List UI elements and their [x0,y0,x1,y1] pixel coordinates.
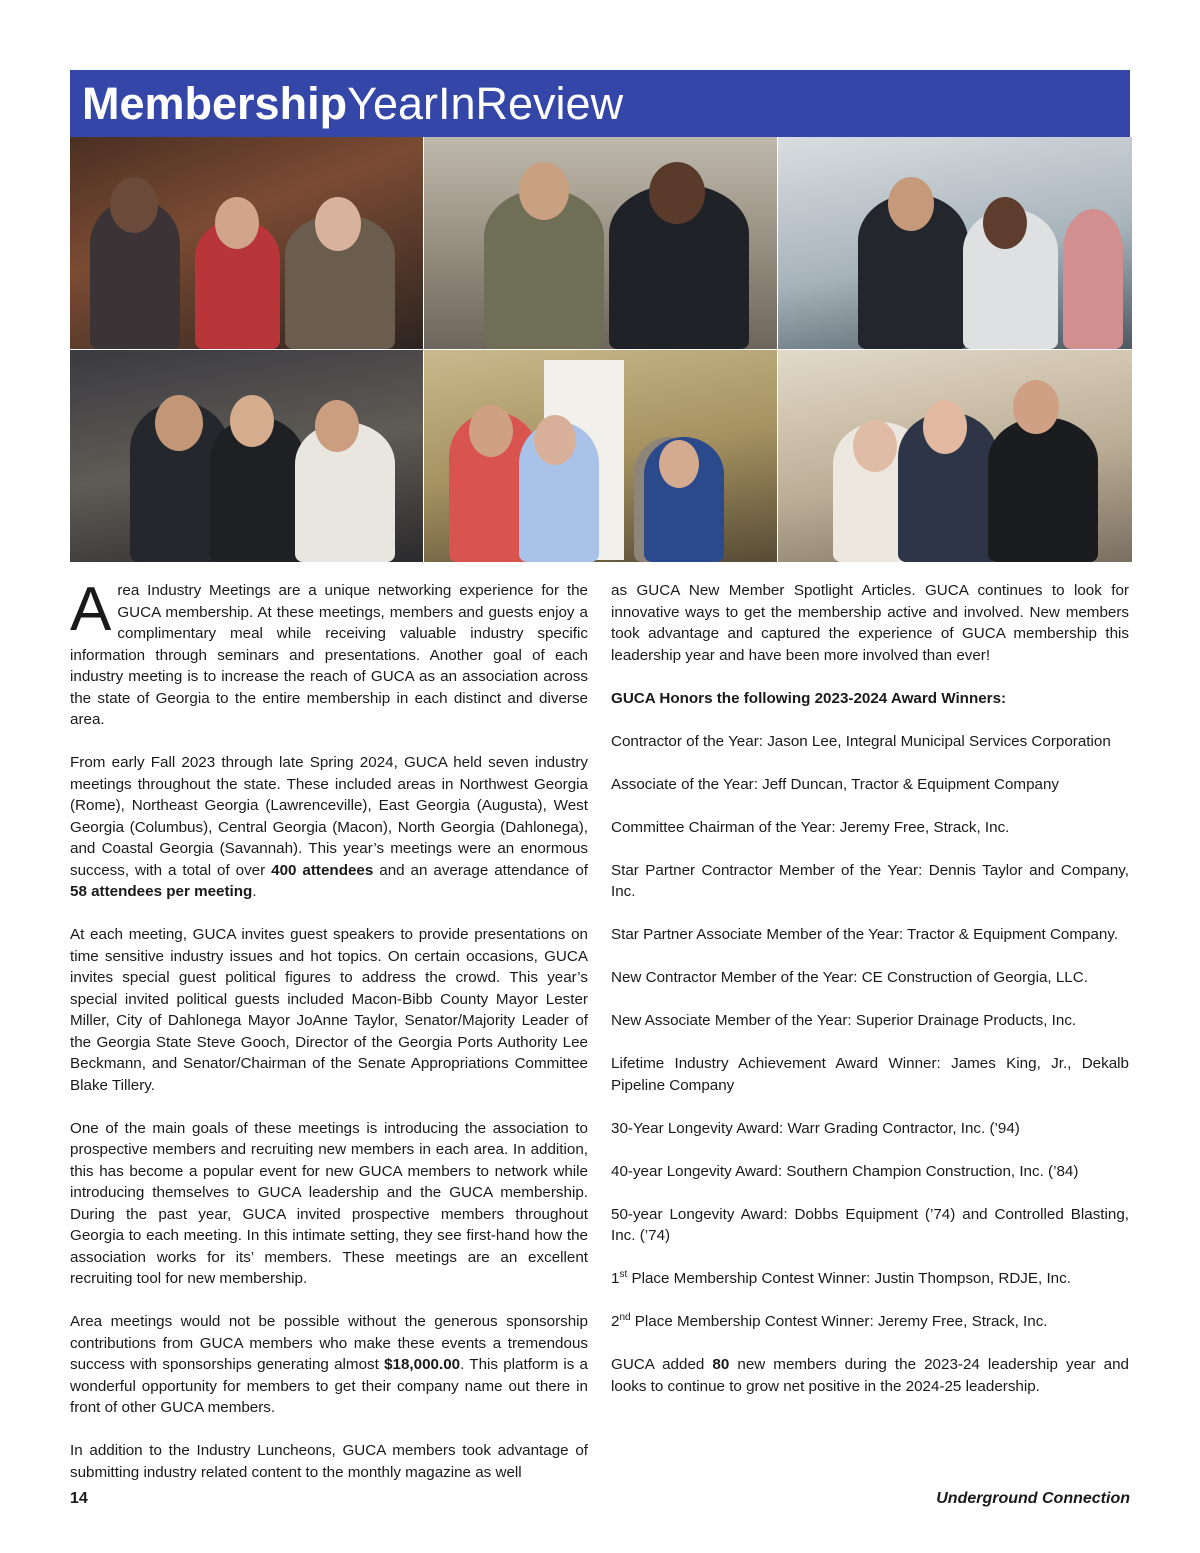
meetings-text-b: and an average attendance of [373,861,588,879]
right-column [611,580,1129,1419]
award-item: Associate of the Year: Jeff Duncan, Tractor & Equipment Company [611,775,1059,793]
closing-text-b: new members during the 2023-24 leadership year and looks to continue to grow net positive in the 2024-25 leadership. [611,1356,1129,1395]
photo-meeting-6 [778,350,1132,562]
award-item: New Associate Member of the Year: Superior Drainage Products, Inc. [611,1012,1077,1029]
meetings-paragraph [70,752,588,903]
award-item: 50-year Longevity Award: Dobbs Equipment (’74) and Controlled Blasting, Inc. (’74) [611,1205,1129,1244]
page-title-banner [70,70,1130,137]
sponsorship-text-a: Area meetings would not be possible without the generous sponsorship contributions from GUCA members who make these events a tremendous success with sponsorships generating almost [70,1313,588,1373]
photo-meeting-1 [70,137,423,349]
award-item: Star Partner Associate Member of the Year: Tractor & Equipment Company. [611,926,1119,943]
sponsorship-text-b: . This platform is a wonderful opportunity for members to get their company name out there in front of other GUCA members. [70,1356,588,1416]
award-item: New Contractor Member of the Year: CE Construction of Georgia, LLC. [611,969,1088,986]
magazine-paragraph: In addition to the Industry Luncheons, GUCA members took advantage of submitting industry related content to the monthly magazine as well [70,1442,588,1481]
recruiting-paragraph: One of the main goals of these meetings is introducing the association to prospective members and recruiting new members in each area. In addition, this has become a popular event for new GUCA members to network while introducing themselves to GUCA leadership and the GUCA membership. During the past year, GUCA invited prospective members throughout Georgia to each meeting. In this intimate setting, they see first-hand how the association works for its’ members. These meetings are an excellent recruiting tool for new membership. [70,1119,588,1287]
magazine-name: Underground Connection [936,1490,1130,1507]
awards-heading [611,688,1129,710]
contest2-number: 2 [611,1313,620,1330]
contest1-text: Place Membership Contest Winner: Justin Thompson, RDJE, Inc. [627,1270,1071,1287]
closing-paragraph [611,1354,1129,1397]
attendees-average: 58 attendees per meeting [70,883,253,900]
new-members-count: 80 [712,1356,730,1373]
award-item: Contractor of the Year: Jason Lee, Integral Municipal Services Corporation [611,732,1111,750]
contest-winner-2 [611,1311,1129,1333]
contest1-number: 1 [611,1270,620,1287]
sponsorship-paragraph [70,1311,588,1419]
award-item: Star Partner Contractor Member of the Year: Dennis Taylor and Company, Inc. [611,861,1129,900]
award-item: 30-Year Longevity Award: Warr Grading Contractor, Inc. (’94) [611,1119,1020,1137]
photo-grid [70,137,1130,562]
speakers-paragraph: At each meeting, GUCA invites guest speakers to provide presentations on time sensitive industry issues and hot topics. On certain occasions, GUCA invites special guest political figures to address the crowd. This year’s special invited political guests included Macon-Bibb County Mayor Lester Miller, City of Dahlonega Mayor JoAnne Taylor, Senator/Majority Leader of the Georgia State Steve Gooch, Director of the Georgia Ports Authority Lee Beckmann, and Senator/Chairman of the Senate Appropriations Committee Blake Tillery. [70,926,588,1094]
meetings-text-a: From early Fall 2023 through late Spring 2024, GUCA held seven industry meetings throughout the state. These included areas in Northwest Georgia (Rome), Northeast Georgia (Lawrenceville), East Georgia (Augusta), West Georgia (Columbus), Central Georgia (Macon), North Georgia (Dahlonega), and Coastal Georgia (Savannah). This year’s meetings were an enormous success, with a total of over [70,754,588,879]
contest1-suffix: st [619,1268,628,1280]
photo-meeting-2 [424,137,777,349]
awards-heading-text: GUCA Honors the following 2023-2024 Award Winners: [611,689,1007,707]
page-number: 14 [70,1490,88,1507]
photo-meeting-3 [778,137,1132,349]
photo-meeting-4 [70,350,423,562]
sponsorship-amount: $18,000.00 [384,1356,461,1373]
title-bold: Membership [82,78,348,129]
contest-winner-1 [611,1268,1129,1290]
attendees-total: 400 attendees [271,861,374,879]
left-column [70,575,588,1505]
photo-meeting-5 [424,350,777,562]
intro-text: rea Industry Meetings are a unique networking experience for the GUCA membership. At these meetings, members and guests enjoy a complimentary meal while receiving valuable industry specific information through seminars and presentations. Another goal of each industry meeting is to increase the reach of GUCA as an association across the state of Georgia to the entire membership in each distinct and diverse area. [70,582,588,728]
contest2-text: Place Membership Contest Winner: Jeremy Free, Strack, Inc. [630,1313,1048,1330]
award-item: 40-year Longevity Award: Southern Champion Construction, Inc. (’84) [611,1162,1079,1180]
closing-text-a: GUCA added [611,1356,713,1373]
meetings-text-c: . [252,883,257,900]
intro-paragraph [70,575,588,731]
award-item: Committee Chairman of the Year: Jeremy Free, Strack, Inc. [611,818,1010,836]
spotlight-paragraph: as GUCA New Member Spotlight Articles. GUCA continues to look for innovative ways to get the membership active and involved. New members took advantage and captured the experience of GUCA membership this leadership year and have been more involved than ever! [611,582,1129,664]
title-rest: YearInReview [347,78,624,129]
contest2-suffix: nd [619,1311,631,1323]
drop-cap: A [70,575,112,644]
award-item: Lifetime Industry Achievement Award Winner: James King, Jr., Dekalb Pipeline Company [611,1055,1129,1094]
